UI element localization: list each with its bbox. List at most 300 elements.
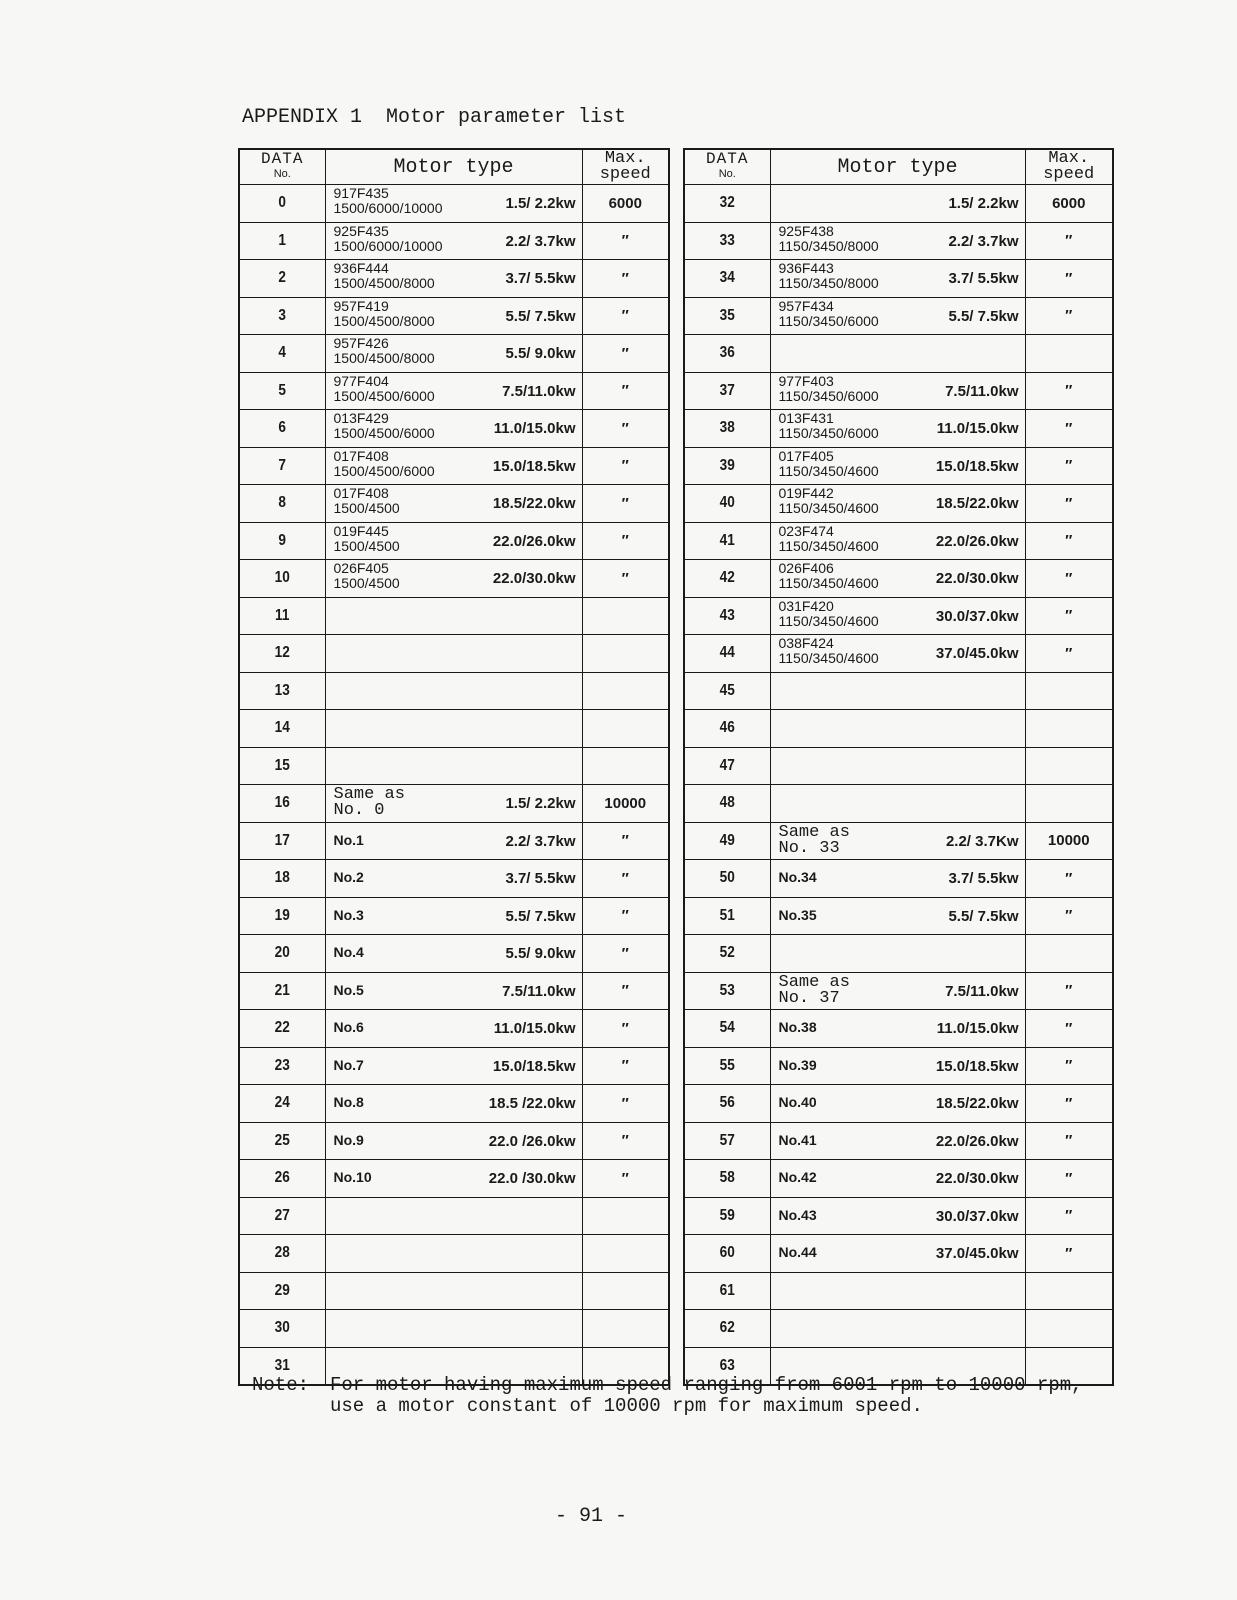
max-speed-cell: 10000 (582, 785, 669, 823)
motor-type-cell (770, 1310, 1025, 1348)
table-row (684, 560, 1113, 598)
table-row (684, 222, 1113, 260)
motor-type-cell (325, 1010, 582, 1048)
table-row (684, 185, 1113, 223)
motor-power: 5.5/ 7.5kw (505, 907, 576, 925)
motor-power: 11.0/15.0kw (936, 420, 1019, 437)
table-row (239, 597, 669, 635)
motor-type-cell (770, 822, 1025, 860)
rated-speeds: 1500/4500/8000 (333, 275, 435, 291)
data-number-cell: 21 (245, 972, 318, 1010)
data-number-cell: 36 (690, 335, 763, 373)
motor-type-cell (325, 1197, 582, 1235)
motor-power: 22.0/26.0kw (935, 532, 1019, 550)
page-number: - 91 - (555, 1505, 628, 1528)
max-speed-cell: ″ (582, 560, 669, 598)
motor-type-cell (325, 335, 582, 373)
motor-reference: No.3 (333, 906, 364, 923)
max-speed-cell: ″ (582, 897, 669, 935)
table-row (684, 1310, 1113, 1348)
table-row (684, 447, 1113, 485)
table-row (684, 1010, 1113, 1048)
table-row (239, 1122, 669, 1160)
rated-speeds: 1500/4500/6000 (333, 462, 435, 479)
motor-model (334, 411, 435, 441)
model-number: 026F405 (333, 560, 389, 576)
model-number: 019F445 (333, 522, 389, 539)
table-row (684, 1272, 1113, 1310)
table-row (239, 935, 669, 973)
motor-model (334, 486, 400, 516)
max-speed-cell (1025, 1310, 1113, 1348)
table-row (239, 785, 669, 823)
motor-model (334, 336, 435, 366)
motor-type-cell (770, 935, 1025, 973)
data-number-cell: 37 (690, 372, 763, 410)
motor-power: 22.0 /30.0kw (488, 1170, 576, 1187)
motor-reference: No.40 (778, 1094, 817, 1110)
model-number: 925F438 (778, 222, 834, 239)
motor-type-cell (770, 972, 1025, 1010)
table-row (239, 372, 669, 410)
motor-type-cell (770, 297, 1025, 335)
model-number: 023F474 (778, 522, 834, 539)
data-number-cell: 6 (245, 410, 318, 448)
max-speed-cell: ″ (582, 297, 669, 335)
motor-reference: No.7 (333, 1056, 364, 1073)
motor-reference: No.10 (333, 1169, 372, 1185)
data-number-cell: 41 (690, 522, 763, 560)
motor-reference: No.35 (778, 906, 817, 923)
data-number-cell: 32 (690, 185, 763, 223)
motor-power: 22.0/30.0kw (935, 1170, 1019, 1187)
motor-type-cell (325, 710, 582, 748)
motor-model (334, 449, 435, 479)
data-number-cell: 13 (245, 672, 318, 710)
max-speed-cell: ″ (1025, 1047, 1113, 1085)
table-row (239, 260, 669, 298)
table-row (239, 1197, 669, 1235)
data-number-cell: 57 (690, 1122, 763, 1160)
table-row (239, 1310, 669, 1348)
max-speed-cell: ″ (1025, 485, 1113, 523)
rated-speeds: 1150/3450/6000 (778, 425, 879, 441)
data-number-cell: 33 (690, 222, 763, 260)
motor-power: 22.0/26.0kw (492, 532, 576, 550)
max-speed-cell (582, 710, 669, 748)
motor-model (334, 524, 400, 554)
motor-type-cell (770, 1010, 1025, 1048)
table-row (239, 1272, 669, 1310)
max-speed-cell: ″ (582, 485, 669, 523)
data-number-cell: 18 (245, 860, 318, 898)
max-speed-cell (1025, 785, 1113, 823)
max-speed-cell: ″ (1025, 1085, 1113, 1123)
table-row (239, 1160, 669, 1198)
data-number-cell: 40 (690, 485, 763, 523)
data-number-cell: 51 (690, 897, 763, 935)
motor-power: 1.5/ 2.2kw (505, 795, 576, 812)
rated-speeds: 1150/3450/4600 (778, 537, 879, 554)
max-speed-cell: ″ (1025, 447, 1113, 485)
motor-type-cell (325, 597, 582, 635)
data-number-cell: 34 (690, 260, 763, 298)
max-speed-cell: ″ (1025, 560, 1113, 598)
motor-type-cell (325, 1310, 582, 1348)
table-row (684, 1122, 1113, 1160)
motor-reference: No.44 (778, 1244, 817, 1260)
table-row (684, 860, 1113, 898)
rated-speeds: 1500/6000/10000 (333, 237, 443, 254)
data-number-cell: 7 (245, 447, 318, 485)
data-number-cell: 11 (245, 597, 318, 635)
motor-type-cell (325, 485, 582, 523)
motor-type-cell (770, 897, 1025, 935)
model-number: 977F404 (333, 372, 389, 389)
motor-power: 7.5/11.0kw (502, 982, 576, 1000)
motor-reference: No.42 (778, 1169, 817, 1185)
motor-power: 15.0/18.5kw (492, 1057, 576, 1075)
data-number-cell: 27 (245, 1197, 318, 1235)
table-row (684, 260, 1113, 298)
max-speed-cell: ″ (1025, 410, 1113, 448)
max-speed-cell (582, 1235, 669, 1273)
motor-type-cell (325, 897, 582, 935)
motor-type-cell (770, 185, 1025, 223)
max-speed-cell: ″ (582, 372, 669, 410)
motor-reference: No.38 (778, 1019, 817, 1035)
model-number: 957F434 (778, 297, 834, 314)
data-number-cell: 43 (690, 597, 763, 635)
max-speed-cell (1025, 672, 1113, 710)
data-number-cell: 24 (245, 1085, 318, 1123)
motor-type-cell (325, 1122, 582, 1160)
motor-type-cell (325, 560, 582, 598)
motor-table-left (238, 148, 670, 1386)
max-speed-cell: ″ (1025, 897, 1113, 935)
max-speed-cell (582, 597, 669, 635)
motor-type-cell (325, 1085, 582, 1123)
same-as-reference (334, 787, 405, 819)
data-number-cell: 60 (690, 1235, 763, 1273)
data-number-cell: 62 (690, 1310, 763, 1348)
rated-speeds: 1500/4500 (333, 575, 400, 591)
motor-power: 2.2/ 3.7kw (505, 232, 576, 250)
max-speed-cell: ″ (1025, 222, 1113, 260)
max-speed-cell: ″ (582, 1047, 669, 1085)
table-row (239, 1235, 669, 1273)
max-speed-cell: ″ (582, 1122, 669, 1160)
table-row (684, 597, 1113, 635)
motor-model (334, 186, 443, 216)
rated-speeds: 1150/3450/4600 (778, 462, 879, 479)
table-row (684, 297, 1113, 335)
data-number-cell: 61 (690, 1272, 763, 1310)
motor-power: 5.5/ 9.0kw (505, 345, 576, 362)
data-number-cell: 5 (245, 372, 318, 410)
table-row (239, 897, 669, 935)
table-header-row (684, 149, 1113, 185)
model-number: 017F408 (333, 485, 389, 501)
motor-power: 1.5/ 2.2kw (948, 195, 1019, 212)
data-number-cell: 0 (245, 185, 318, 223)
data-number-cell: 9 (245, 522, 318, 560)
table-row (239, 710, 669, 748)
data-number-cell: 47 (690, 747, 763, 785)
motor-power: 15.0/18.5kw (935, 1057, 1019, 1075)
motor-model (779, 449, 879, 479)
motor-type-cell (770, 1047, 1025, 1085)
motor-type-cell (325, 1160, 582, 1198)
motor-type-cell (770, 1272, 1025, 1310)
data-number-cell: 22 (245, 1010, 318, 1048)
column-header-motor-type: Motor type (770, 149, 1025, 185)
motor-power: 5.5/ 7.5kw (505, 307, 576, 325)
table-header-row (239, 149, 669, 185)
motor-type-cell (770, 560, 1025, 598)
data-number-cell: 20 (245, 935, 318, 973)
table-row (239, 747, 669, 785)
data-number-cell: 19 (245, 897, 318, 935)
rated-speeds: 1150/3450/8000 (778, 237, 879, 254)
motor-type-cell (770, 522, 1025, 560)
data-number-cell: 1 (245, 222, 318, 260)
max-speed-cell: ″ (1025, 597, 1113, 635)
motor-type-cell (770, 635, 1025, 673)
motor-reference: No.4 (333, 944, 364, 960)
max-speed-cell: ″ (1025, 522, 1113, 560)
motor-power: 3.7/ 5.5kw (948, 270, 1019, 287)
max-speed-cell: ″ (1025, 1197, 1113, 1235)
motor-power: 30.0/37.0kw (935, 607, 1019, 625)
max-speed-cell: ″ (1025, 1235, 1113, 1273)
table-row (239, 560, 669, 598)
max-speed-cell: ″ (582, 522, 669, 560)
table-row (684, 1235, 1113, 1273)
data-number-cell: 45 (690, 672, 763, 710)
data-number-cell: 8 (245, 485, 318, 523)
data-number-cell: 46 (690, 710, 763, 748)
motor-type-cell (770, 1197, 1025, 1235)
motor-power: 3.7/ 5.5kw (505, 870, 576, 887)
model-number: 957F419 (333, 297, 389, 314)
data-number-cell: 26 (245, 1160, 318, 1198)
motor-type-cell (325, 635, 582, 673)
motor-power: 18.5 /22.0kw (488, 1095, 576, 1112)
data-number-cell: 59 (690, 1197, 763, 1235)
motor-type-cell (325, 1272, 582, 1310)
motor-power: 2.2/ 3.7Kw (945, 832, 1019, 850)
motor-type-cell (325, 972, 582, 1010)
motor-type-cell (325, 747, 582, 785)
max-speed-cell (582, 1272, 669, 1310)
table-row (239, 335, 669, 373)
table-row (239, 185, 669, 223)
table-row (684, 485, 1113, 523)
data-number-cell: 2 (245, 260, 318, 298)
table-row (239, 860, 669, 898)
motor-model (779, 636, 879, 666)
rated-speeds: 1500/4500 (333, 537, 400, 554)
max-speed-cell (1025, 1272, 1113, 1310)
model-number: 017F405 (778, 447, 834, 464)
max-speed-cell: ″ (582, 260, 669, 298)
same-as-reference (778, 822, 850, 858)
motor-type-cell (325, 410, 582, 448)
table-row (684, 785, 1113, 823)
table-row (239, 447, 669, 485)
note-label: Note: (252, 1374, 310, 1396)
table-row (239, 1010, 669, 1048)
same-as-line: No. 33 (778, 838, 840, 858)
table-row (684, 710, 1113, 748)
table-row (239, 485, 669, 523)
table-row (684, 672, 1113, 710)
motor-type-cell (770, 335, 1025, 373)
rated-speeds: 1150/3450/8000 (778, 275, 879, 291)
max-speed-cell: ″ (1025, 635, 1113, 673)
column-header-motor-type: Motor type (325, 149, 582, 185)
motor-reference: No.2 (333, 869, 364, 885)
motor-power: 15.0/18.5kw (935, 457, 1019, 475)
table-row (239, 822, 669, 860)
max-speed-cell (582, 635, 669, 673)
same-as-line: Same as (778, 972, 850, 992)
model-number: 031F420 (778, 597, 834, 614)
column-header-max-speed: Max. speed (582, 149, 669, 185)
motor-model (779, 299, 879, 329)
motor-power: 18.5/22.0kw (935, 1095, 1019, 1112)
table-body (239, 185, 669, 1386)
data-number-cell: 31 (245, 1347, 318, 1385)
max-speed-cell: ″ (1025, 972, 1113, 1010)
table-row (239, 522, 669, 560)
motor-type-cell (325, 822, 582, 860)
motor-power: 22.0 /26.0kw (488, 1132, 576, 1150)
model-number: 013F429 (333, 410, 389, 426)
data-number-cell: 14 (245, 710, 318, 748)
motor-model (779, 486, 879, 516)
model-number: 917F435 (333, 185, 389, 201)
table-row (684, 747, 1113, 785)
model-number: 936F443 (778, 260, 834, 276)
motor-power: 1.5/ 2.2kw (505, 195, 576, 212)
max-speed-cell: 10000 (1025, 822, 1113, 860)
rated-speeds: 1150/3450/4600 (778, 612, 879, 629)
same-as-reference (778, 972, 850, 1008)
rated-speeds: 1500/4500 (333, 500, 400, 516)
motor-power: 2.2/ 3.7kw (505, 832, 576, 850)
rated-speeds: 1500/6000/10000 (333, 200, 443, 216)
model-number: 977F403 (778, 372, 834, 389)
max-speed-cell: ″ (582, 972, 669, 1010)
motor-type-cell (770, 222, 1025, 260)
motor-type-cell (770, 597, 1025, 635)
data-number-cell: 52 (690, 935, 763, 973)
max-speed-cell: ″ (582, 860, 669, 898)
motor-model (334, 261, 435, 291)
motor-reference: No.5 (333, 981, 364, 998)
data-number-cell: 29 (245, 1272, 318, 1310)
motor-type-cell (770, 260, 1025, 298)
motor-type-cell (325, 372, 582, 410)
max-speed-cell: ″ (1025, 297, 1113, 335)
data-number-cell: 28 (245, 1235, 318, 1273)
motor-type-cell (325, 522, 582, 560)
table-row (684, 1047, 1113, 1085)
rated-speeds: 1150/3450/4600 (778, 500, 879, 516)
motor-model (779, 524, 879, 554)
data-number-cell: 63 (690, 1347, 763, 1385)
motor-type-cell (770, 1235, 1025, 1273)
motor-type-cell (770, 485, 1025, 523)
motor-type-cell (325, 260, 582, 298)
table-row (239, 672, 669, 710)
motor-type-cell (770, 372, 1025, 410)
motor-power: 37.0/45.0kw (935, 645, 1019, 662)
max-speed-cell: ″ (1025, 860, 1113, 898)
same-as-line: Same as (778, 822, 850, 842)
motor-power: 11.0/15.0kw (493, 420, 576, 437)
motor-power: 7.5/11.0kw (945, 982, 1019, 1000)
data-number-cell: 25 (245, 1122, 318, 1160)
rated-speeds: 1500/4500/8000 (333, 350, 435, 366)
model-number: 936F444 (333, 260, 389, 276)
data-number-cell: 58 (690, 1160, 763, 1198)
motor-type-cell (325, 1047, 582, 1085)
motor-type-cell (770, 785, 1025, 823)
table-row (684, 635, 1113, 673)
data-number-cell: 50 (690, 860, 763, 898)
data-number-cell: 53 (690, 972, 763, 1010)
motor-power: 5.5/ 7.5kw (948, 907, 1019, 925)
motor-power: 3.7/ 5.5kw (948, 870, 1019, 887)
motor-type-cell (325, 672, 582, 710)
table-row (684, 972, 1113, 1010)
motor-reference: No.6 (333, 1019, 364, 1035)
motor-power: 7.5/11.0kw (502, 382, 576, 400)
rated-speeds: 1150/3450/6000 (778, 312, 879, 329)
motor-reference: No.9 (333, 1131, 364, 1148)
table-row (684, 372, 1113, 410)
table-row (239, 1085, 669, 1123)
model-number: 017F408 (333, 447, 389, 464)
max-speed-cell (582, 672, 669, 710)
motor-type-cell (325, 785, 582, 823)
model-number: 957F426 (333, 335, 389, 351)
max-speed-cell (1025, 335, 1113, 373)
motor-model (334, 561, 400, 591)
table-row (239, 635, 669, 673)
model-number: 026F406 (778, 560, 834, 576)
motor-reference: No.1 (333, 831, 364, 848)
motor-type-cell (770, 447, 1025, 485)
column-header-data-no: DATA No. (684, 149, 770, 185)
rated-speeds: 1150/3450/4600 (778, 650, 879, 666)
data-number-cell: 39 (690, 447, 763, 485)
note-text: For motor having maximum speed ranging from 6001 rpm to 10000 rpm, use a motor constant of 10000 rpm for maximum speed. (330, 1374, 1083, 1417)
motor-power: 2.2/ 3.7kw (948, 232, 1019, 250)
data-number-cell: 35 (690, 297, 763, 335)
column-header-max-speed: Max. speed (1025, 149, 1113, 185)
table-row (684, 935, 1113, 973)
data-number-cell: 17 (245, 822, 318, 860)
motor-model (779, 374, 879, 404)
table-row (239, 972, 669, 1010)
motor-type-cell (770, 747, 1025, 785)
data-number-cell: 48 (690, 785, 763, 823)
motor-reference: No.34 (778, 869, 817, 885)
